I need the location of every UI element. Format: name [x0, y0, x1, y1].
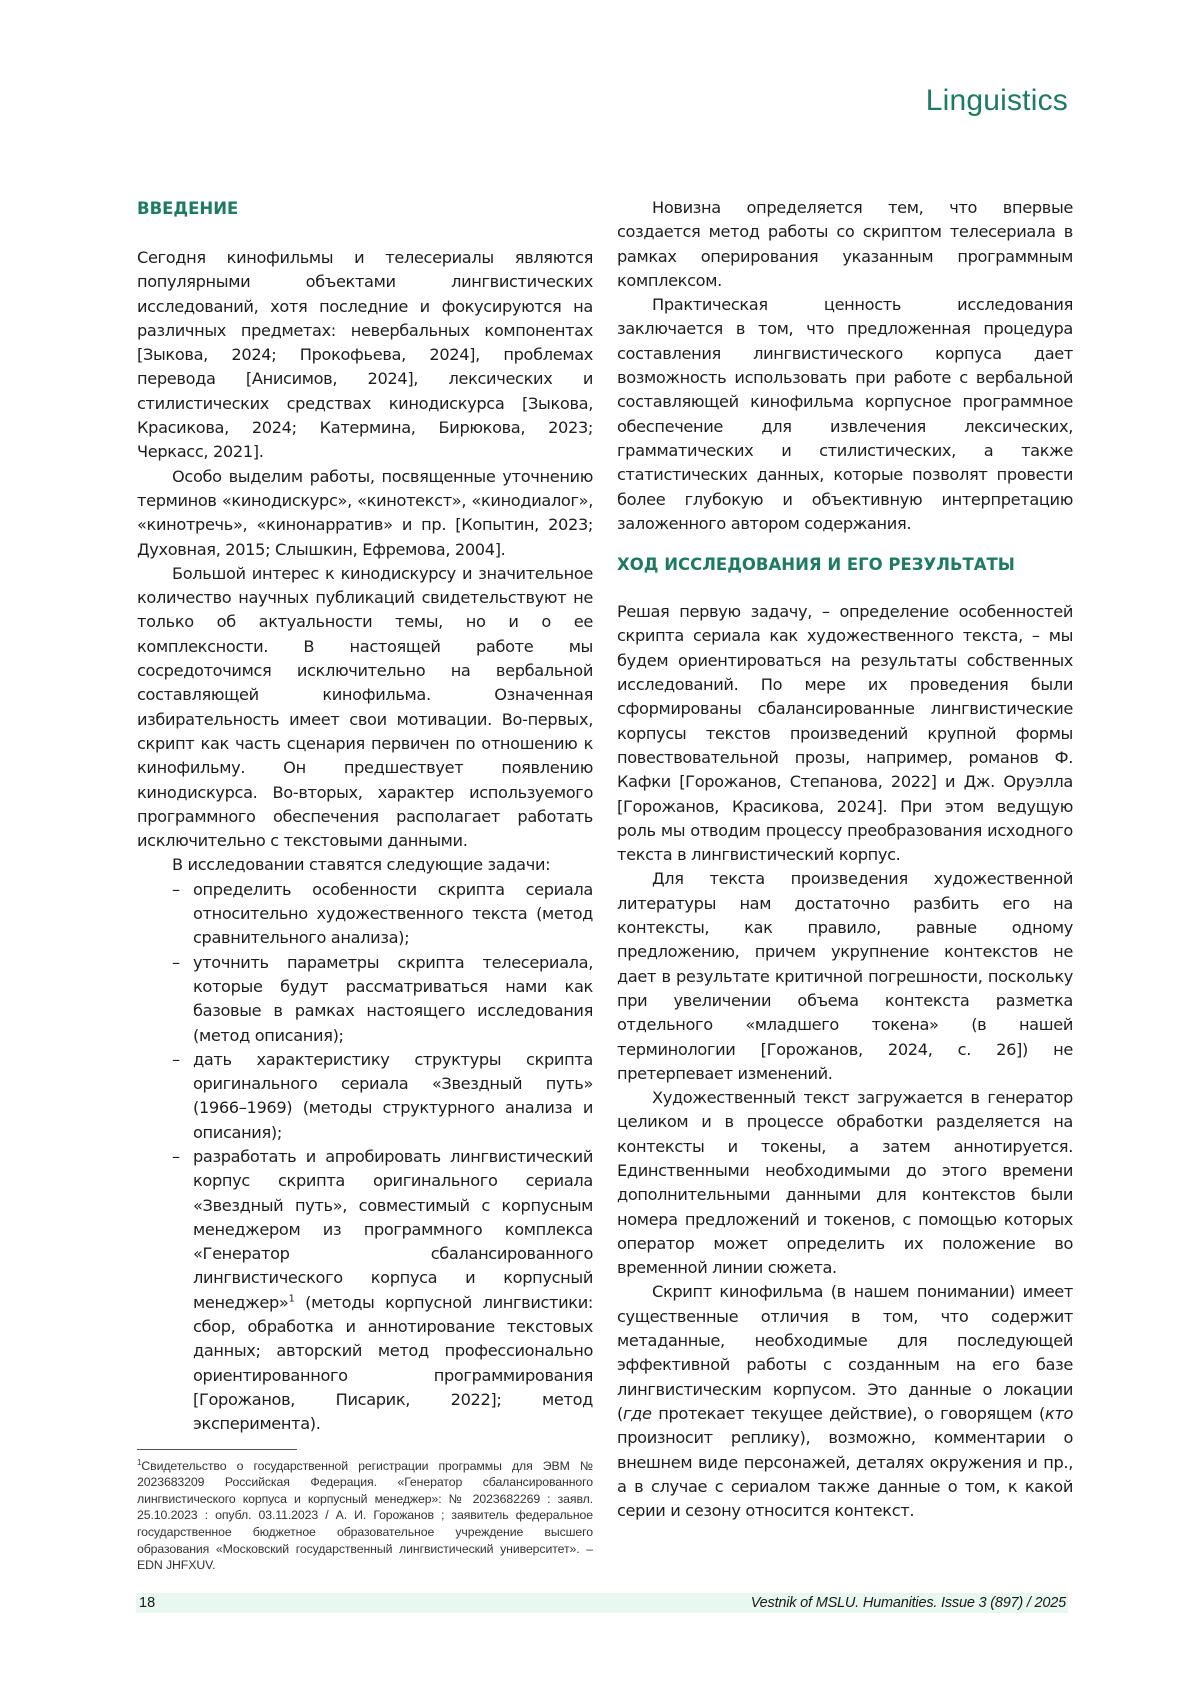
list-dash-marker: – [172, 1049, 180, 1069]
page-footer [136, 1593, 1068, 1613]
left-column [137, 196, 593, 1574]
task-text: дать характеристику структуры скрипта оригинального сериала «Звездный путь» (1966–1969) (методы структурного анализа и описания); [193, 1049, 593, 1142]
paragraph: Особо выделим работы, посвященные уточнению терминов «кинодискурс», «кинотекст», «кинодиалог», «кинотречь», «кинонарратив» и пр. [Копытин, 2023; Духовная, 2015; Слышкин, Ефремова, 2004]. [137, 466, 593, 559]
tasks-list [137, 878, 593, 1437]
footnote-ref-link[interactable]: 1 [288, 1293, 295, 1305]
paragraph: Новизна определяется тем, что впервые создается метод работы со скриптом телесериала в рамках оперирования указанным программным комплексом. [617, 198, 1073, 290]
italic-term: кто [1044, 1403, 1073, 1423]
footnote [137, 1458, 593, 1574]
italic-term: где [622, 1403, 652, 1423]
task-item [172, 1145, 593, 1437]
list-dash-marker: – [172, 879, 180, 899]
footnote-divider [137, 1449, 297, 1450]
paragraph: Большой интерес к кинодискурсу и значительное количество научных публикаций свидетельствуют не только об актуальности темы, но и о ее комплексности. В настоящей работе мы сосредоточимся исключительно на вербальной составляющей кинофильма. Означенная избирательность имеет свои мотивации. Во-первых, скрипт как часть сценария первичен по отношению к кинофильму. Он предшествует появлению кинодискурса. Во-вторых, характер используемого программного обеспечения располагает работать исключительно с текстовыми данными. [137, 563, 593, 851]
section-heading-introduction: ВВЕДЕНИЕ [137, 199, 239, 218]
task-text-continued: (методы корпусной лингвистики: сбор, обработка и аннотирование текстовых данных; авторский метод профессионально ориентированного программирования [Горожанов, Писарик, 2022]; метод эксперимента). [193, 1292, 593, 1434]
paragraph: Сегодня кинофильмы и телесериалы являются популярными объектами лингвистических исследований, хотя последние и фокусируются на различных предметах: невербальных компонентах [Зыкова, 2024; Прокофьева, 2024], проблемах перевода [Анисимов, 2024], лексических и стилистических средствах кинодискурса [Зыкова, Красикова, 2024; Катермина, Бирюкова, 2023; Черкасс, 2021]. [137, 248, 593, 462]
paragraph [617, 1280, 1073, 1523]
task-item [172, 1048, 593, 1145]
text-run: Скрипт кинофильма (в нашем понимании) имеет существенные отличия в том, что содержит метаданные, необходимые для последующей эффективной работы с созданным на его базе лингвистическим корпусом. Это данные о локации ( [617, 1282, 1073, 1423]
task-text: определить особенности скрипта сериала относительно художественного текста (метод сравнительного анализа); [193, 879, 593, 948]
task-text: уточнить параметры скрипта телесериала, которые будут рассматриваться нами как базовые в рамках настоящего исследования (метод описания); [193, 952, 593, 1045]
journal-citation: Vestnik of MSLU. Humanities. Issue 3 (897) / 2025 [750, 1595, 1066, 1611]
footnote-marker: 1 [137, 1457, 142, 1467]
list-dash-marker: – [172, 952, 180, 972]
footnote-text: Свидетельство о государственной регистрации программы для ЭВМ № 2023683209 Российская Федерация. «Генератор сбалансированного лингвистического корпуса и корпусный менеджер»: № 2023682269 : заявл. 25.10.2023 : опубл. 03.11.2023 / А. И. Горожанов ; заявитель федеральное государственное бюджетное образовательное учреждение высшего образования «Московский государственный лингвистический университет». – EDN JHFXUV. [137, 1458, 593, 1573]
page-number: 18 [139, 1595, 156, 1611]
right-column [617, 196, 1073, 1523]
paragraph: Решая первую задачу, – определение особенностей скрипта сериала как художественного текста, – мы будем ориентироваться на результаты собственных исследований. По мере их проведения были сформированы сбалансированные лингвистические корпусы текстов произведений крупной формы повествовательной прозы, например, романов Ф. Кафки [Горожанов, Степанова, 2022] и Дж. Оруэлла [Горожанов, Красикова, 2024]. При этом ведущую роль мы отводим процессу преобразования исходного текста в лингвистический корпус. [617, 602, 1073, 865]
list-dash-marker: – [172, 1146, 180, 1166]
text-run: произносит реплику), возможно, комментарии о внешнем виде персонажей, деталях окружения и пр., а в случае с сериалом также данные о том, к какой серии и сезону относится контекст. [617, 1428, 1073, 1521]
text-run: протекает текущее действие), о говорящем ( [651, 1403, 1045, 1423]
paragraph: Художественный текст загружается в генератор целиком и в процессе обработки разделяется на контексты и токены, а затем аннотируется. Единственными необходимыми до этого времени дополнительными данными для контекстов были номера предложений и токенов, с помощью которых оператор может определить их положение во временной линии сюжета. [617, 1088, 1073, 1278]
task-text: разработать и апробировать лингвистический корпус скрипта оригинального сериала «Звездный путь», совместимый с корпусным менеджером из программного комплекса «Генератор сбалансированного лингвистического корпуса и корпусный менеджер» [193, 1146, 593, 1312]
section-heading-results: ХОД ИССЛЕДОВАНИЯ И ЕГО РЕЗУЛЬТАТЫ [617, 555, 1015, 575]
tasks-intro: В исследовании ставятся следующие задачи: [172, 855, 551, 875]
task-item [172, 951, 593, 1048]
paragraph: Для текста произведения художественной литературы нам достаточно разбить его на контексты, как правило, равные одному предложению, причем укрупнение контекстов не дает в результате критичной погрешности, поскольку при увеличении объема контекста разметка отдельного «младшего токена» (в нашей терминологии [Горожанов, 2024, с. 26]) не претерпевает изменений. [617, 869, 1073, 1083]
paragraph: Практическая ценность исследования заключается в том, что предложенная процедура составления лингвистического корпуса дает возможность использовать при работе с вербальной составляющей кинофильма корпусное программное обеспечение для извлечения лексических, грамматических и стилистических, а также статистических данных, которые позволят провести более глубокую и объективную интерпретацию заложенного автором содержания. [617, 295, 1073, 533]
running-head: Linguistics [925, 84, 1068, 117]
task-item [172, 878, 593, 951]
